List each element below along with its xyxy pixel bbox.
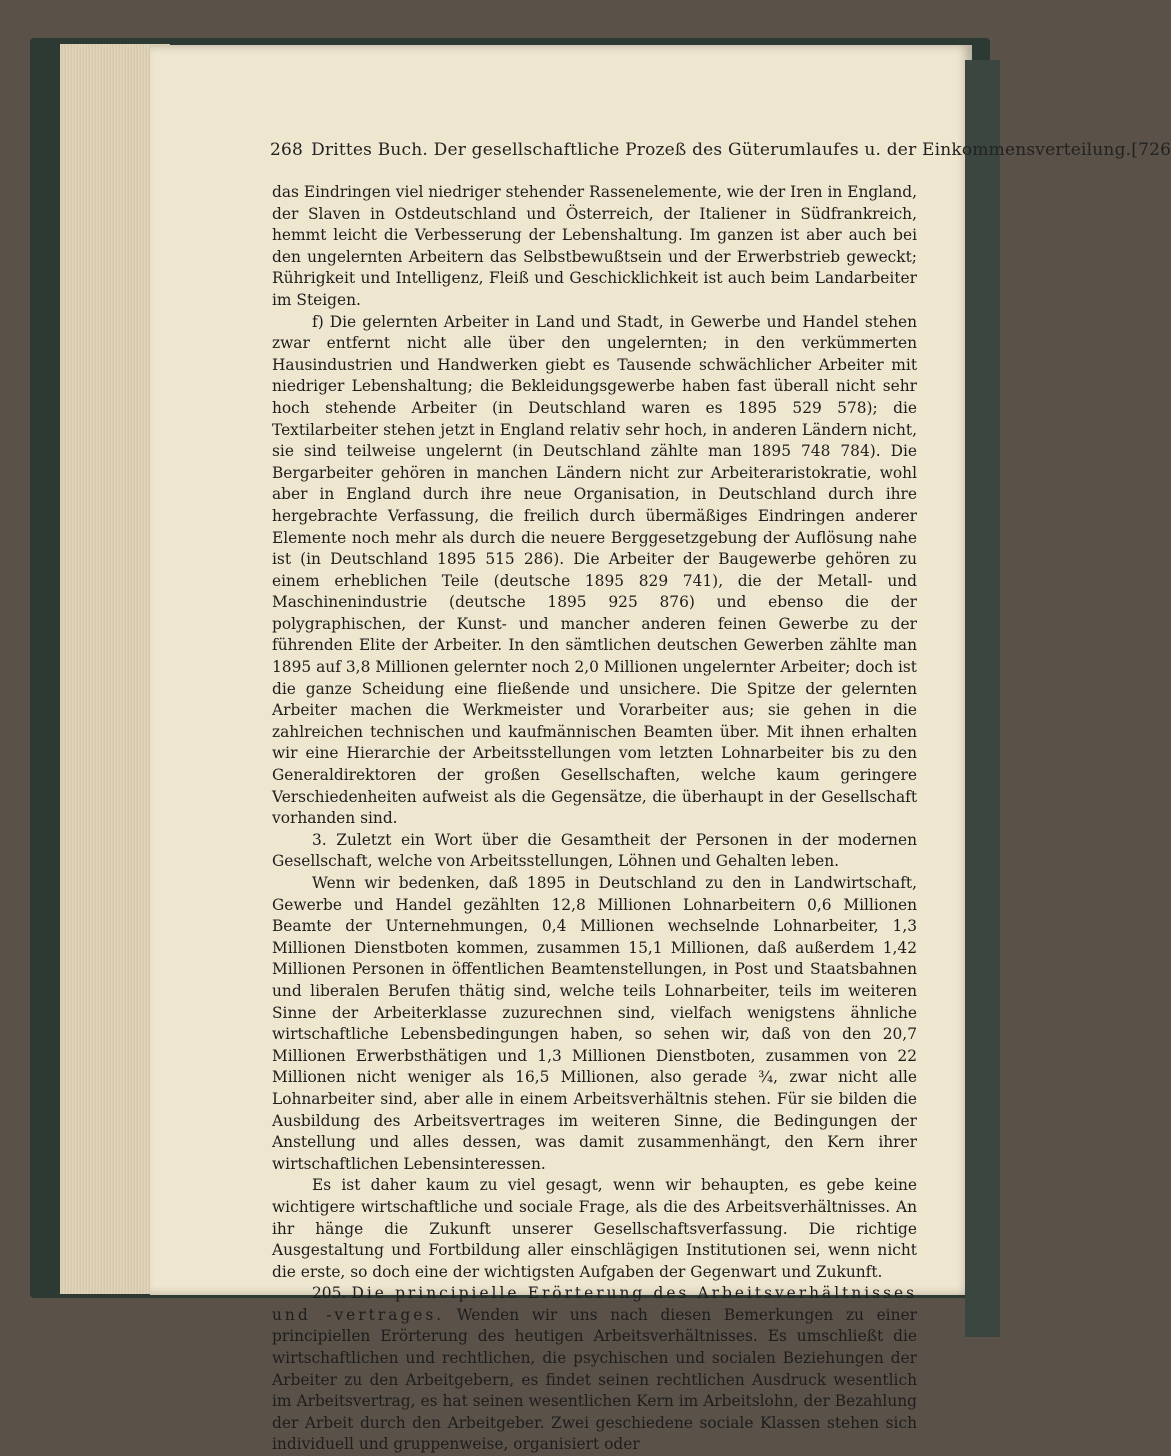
- paragraph: Wenn wir bedenken, daß 1895 in Deutschland zu den in Landwirtschaft, Gewerbe und Handel gezählten 12,8 Millionen Lohnarbeitern 0,6 Millionen Beamte der Unternehmungen, 0,4 Millionen wechselnde Lohnarbeiter, 1,3 Millionen Dienstboten kommen, zusammen 15,1 Millionen, daß außerdem 1,42 Millionen Personen in öffentlichen Beamtenstellungen, in Post und Staatsbahnen und liberalen Berufen thätig sind, welche teils Lohnarbeiter, teils im weiteren Sinne der Arbeiterklasse zuzurechnen sind, vielfach wenigstens ähnliche wirtschaftliche Lebensbedingungen haben, so sehen wir, daß von den 20,7 Millionen Erwerbsthätigen und 1,3 Millionen Dienstboten, zusammen von 22 Millionen nicht weniger als 16,5 Millionen, also gerade ¾, zwar nicht alle Lohnarbeiter sind, aber alle in einem Arbeitsverhältnis stehen. Für sie bilden die Ausbildung des Arbeitsvertrages im weiteren Sinne, die Bedingungen der Anstellung und alles dessen, was damit zusammenhängt, den Kern ihrer wirtschaftlichen Lebensinteressen.: [272, 874, 917, 1173]
- section-marker: [726: [1131, 140, 1171, 160]
- running-title: Drittes Buch. Der gesellschaftliche Prozeß des Güterumlaufes u. der Einkommensverteilung.: [311, 140, 1132, 160]
- section-number: 205.: [312, 1284, 347, 1303]
- running-header: [270, 140, 1171, 160]
- paragraph: Es ist daher kaum zu viel gesagt, wenn wir behaupten, es gebe keine wichtigere wirtschaftliche und sociale Frage, als die des Arbeitsverhältnisses. An ihr hänge die Zukunft unserer Gesellschaftsverfassung. Die richtige Ausgestaltung und Fortbildung aller einschlägigen Institutionen sei, wenn nicht die erste, so doch eine der wichtigsten Aufgaben der Gegenwart und Zukunft.: [272, 1176, 917, 1281]
- page-number: 268: [270, 140, 304, 160]
- paragraph: 3. Zuletzt ein Wort über die Gesamtheit der Personen in der modernen Gesellschaft, welche von Arbeitsstellungen, Löhnen und Gehalten leben.: [272, 830, 917, 871]
- page-body: [272, 182, 917, 1456]
- section-205: [272, 1283, 917, 1456]
- section-heading: Die principielle Erörterung des Arbeitsverhältnisses und -vertrages.: [272, 1284, 917, 1324]
- book-right-edge: [965, 60, 1000, 1337]
- section-text: Wenden wir uns nach diesen Bemerkungen zu einer principiellen Erörterung des heutigen Arbeitsverhältnisses. Es umschließt die wirtschaftlichen und rechtlichen, die psychischen und socialen Beziehungen der Arbeiter zu den Arbeitgebern, es findet seinen rechtlichen Ausdruck wesentlich im Arbeitsvertrag, es hat seinen wesentlichen Kern im Arbeitslohn, der Bezahlung der Arbeit durch den Arbeitgeber. Zwei geschiedene sociale Klassen stehen sich individuell und gruppenweise, organisiert oder: [272, 1305, 917, 1454]
- paragraph: f) Die gelernten Arbeiter in Land und Stadt, in Gewerbe und Handel stehen zwar entfernt nicht alle über den ungelernten; in den verkümmerten Hausindustrien und Handwerken giebt es Tausende schwächlicher Arbeiter mit niedriger Lebenshaltung; die Bekleidungsgewerbe haben fast überall nicht sehr hoch stehende Arbeiter (in Deutschland waren es 1895 529 578); die Textilarbeiter stehen jetzt in England relativ sehr hoch, in anderen Ländern nicht, sie sind teilweise ungelernt (in Deutschland zählte man 1895 748 784). Die Bergarbeiter gehören in manchen Ländern nicht zur Arbeiteraristokratie, wohl aber in England durch ihre neue Organisation, in Deutschland durch ihre hergebrachte Verfassung, die freilich durch übermäßiges Eindringen anderer Elemente noch mehr als durch die neuere Berggesetzgebung der Auflösung nahe ist (in Deutschland 1895 515 286). Die Arbeiter der Baugewerbe gehören zu einem erheblichen Teile (deutsche 1895 829 741), die der Metall- und Maschinenindustrie (deutsche 1895 925 876) und ebenso die der polygraphischen, der Kunst- und mancher anderen feinen Gewerbe zu der führenden Elite der Arbeiter. In den sämtlichen deutschen Gewerben zählte man 1895 auf 3,8 Millionen gelernter noch 2,0 Millionen ungelernter Arbeiter; doch ist die ganze Scheidung eine fließende und unsichere. Die Spitze der gelernten Arbeiter machen die Werkmeister und Vorarbeiter aus; sie gehen in die zahlreichen technischen und kaufmännischen Beamten über. Mit ihnen erhalten wir eine Hierarchie der Arbeitsstellungen vom letzten Lohnarbeiter bis zu den Generaldirektoren der großen Gesellschaften, welche kaum geringere Verschiedenheiten aufweist als die Gegensätze, die überhaupt in der Gesellschaft vorhanden sind.: [272, 312, 917, 828]
- paragraph: das Eindringen viel niedriger stehender Rassenelemente, wie der Iren in England, der Slaven in Ostdeutschland und Österreich, der Italiener in Südfrankreich, hemmt leicht die Verbesserung der Lebenshaltung. Im ganzen ist aber auch bei den ungelernten Arbeitern das Selbstbewußtsein und der Erwerbstrieb geweckt; Rührigkeit und Intelligenz, Fleiß und Geschicklichkeit ist auch beim Landarbeiter im Steigen.: [272, 183, 917, 309]
